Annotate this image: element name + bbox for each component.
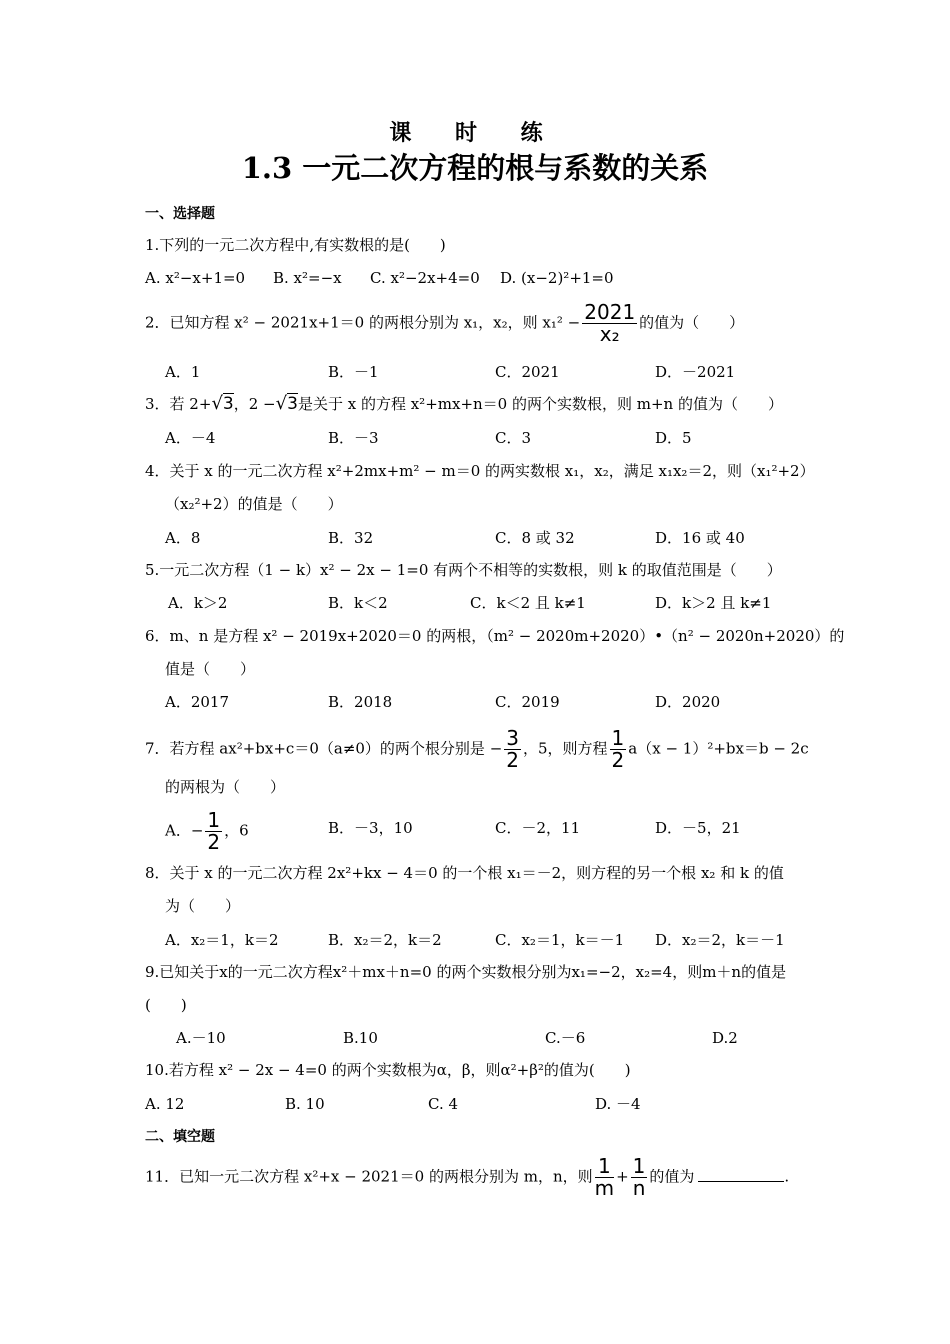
question-7-fraction-2-num: 1: [611, 726, 625, 750]
section-heading-fill: 二、填空题: [145, 1129, 215, 1145]
question-10-option-d: D. －4: [595, 1095, 641, 1113]
question-4-option-c: C．8 或 32: [495, 529, 575, 547]
question-4-option-a: A．8: [165, 529, 201, 547]
question-8-option-c: C．x₂＝1，k＝－1: [495, 931, 625, 949]
question-3-radicand-1: 3: [222, 394, 234, 414]
question-2-option-a: A．1: [165, 363, 201, 381]
question-4-line-2: （x₂²+2）的值是（ ）: [165, 495, 343, 513]
doc-title-small: 课 时 练: [389, 120, 561, 146]
question-3-post: 是关于 x 的方程 x²+mx+n＝0 的两个实数根，则 m+n 的值为（ ）: [297, 395, 783, 413]
question-2-option-b: B．－1: [328, 363, 379, 381]
question-7-mid: ，5，则方程: [523, 739, 608, 758]
question-3-option-a: A．－4: [165, 429, 216, 447]
question-1-stem: 1.下列的一元二次方程中,有实数根的是( ): [145, 236, 446, 254]
question-5-option-a: A．k＞2: [168, 594, 228, 612]
sqrt-icon: √: [211, 393, 223, 414]
question-11-fraction-1-num: 1: [595, 1156, 614, 1178]
question-9-option-d: D.2: [712, 1029, 738, 1047]
question-5-option-b: B．k＜2: [328, 594, 388, 612]
doc-title-main: 1.3 一元二次方程的根与系数的关系: [241, 151, 709, 185]
question-7-option-a-pre: A．−: [165, 821, 204, 840]
question-7-fraction-1: [504, 728, 521, 771]
question-6-line-1: 6．m、n 是方程 x² − 2019x+2020＝0 的两根，（m² − 2020m+2020）•（n² − 2020n+2020）的: [145, 627, 845, 645]
question-11-fraction-2-den: n: [632, 1176, 646, 1200]
question-4-line-1: 4．关于 x 的一元二次方程 x²+2mx+m² − m＝0 的两实数根 x₁，x₂，满足 x₁x₂＝2，则（x₁²+2）: [145, 462, 815, 480]
question-7-fraction-1-den: 2: [506, 748, 519, 772]
question-7-option-c: C．－2，11: [495, 819, 581, 837]
question-2-fraction: [582, 302, 637, 345]
question-4-option-d: D．16 或 40: [655, 529, 745, 547]
question-5-option-d: D．k＞2 且 k≠1: [655, 594, 772, 612]
question-1-option-a: A. x²−x+1=0: [145, 269, 246, 287]
question-3-mid: ，2 −: [233, 395, 276, 413]
question-6-line-2: 值是（ ）: [165, 660, 256, 678]
question-11-plus: +: [616, 1167, 629, 1186]
question-7-option-a: [165, 810, 249, 853]
question-10-option-a: A. 12: [145, 1095, 185, 1113]
question-7-fraction-2: [610, 728, 627, 771]
question-5-stem: 5.一元二次方程（1 − k）x² − 2x − 1=0 有两个不相等的实数根，则 k 的取值范围是（ ）: [145, 561, 782, 579]
question-7-option-b: B．－3，10: [328, 819, 413, 837]
question-9-option-b: B.10: [343, 1029, 378, 1047]
question-1-option-b: B. x²=−x: [273, 269, 342, 287]
question-7-option-d: D．－5，21: [655, 819, 741, 837]
question-11-fraction-1: [595, 1156, 614, 1199]
question-7-pre: 7．若方程 ax²+bx+c＝0（a≠0）的两个根分别是 −: [145, 739, 503, 758]
question-8-option-d: D．x₂＝2，k＝－1: [655, 931, 785, 949]
question-7-fraction-2-den: 2: [611, 748, 625, 772]
question-7-post: a（x − 1）²+bx＝b − 2c: [628, 739, 809, 758]
question-2-option-d: D．－2021: [655, 363, 736, 381]
question-9-line-1: 9.已知关于x的一元二次方程x²＋mx＋n=0 的两个实数根分别为x₁=−2，x₂=4，则m＋n的值是: [145, 963, 787, 981]
question-2-stem: [145, 302, 744, 345]
question-7-option-a-fraction: [205, 810, 222, 853]
question-7-fraction-1-num: 3: [506, 726, 519, 750]
question-9-option-a: A.－10: [176, 1029, 226, 1047]
sqrt-icon: √: [275, 393, 288, 414]
question-11-post: 的值为: [649, 1167, 695, 1186]
question-3-radicand-2: 3: [287, 394, 298, 414]
question-9-line-2: ( ): [145, 996, 187, 1014]
question-11-stem: [145, 1156, 789, 1199]
question-2-fraction-den: x₂: [599, 322, 620, 346]
question-11-fraction-1-den: m: [594, 1176, 615, 1200]
question-6-option-d: D．2020: [655, 693, 721, 711]
question-3-pre: 3．若 2+: [145, 395, 212, 413]
question-7-option-a-post: ，6: [224, 821, 249, 840]
question-2-option-c: C．2021: [495, 363, 560, 381]
question-3-option-d: D．5: [655, 429, 692, 447]
section-heading-choice: 一、选择题: [145, 206, 215, 222]
question-9-option-c: C.－6: [545, 1029, 586, 1047]
question-6-option-b: B．2018: [328, 693, 393, 711]
question-8-option-b: B．x₂＝2，k＝2: [328, 931, 442, 949]
question-11-pre: 11．已知一元二次方程 x²+x − 2021＝0 的两根分别为 m，n，则: [145, 1167, 593, 1186]
question-3-option-b: B．－3: [328, 429, 379, 447]
question-3-option-c: C．3: [495, 429, 532, 447]
question-8-line-2: 为（ ）: [165, 897, 241, 915]
question-2-stem-pre: 2．已知方程 x² − 2021x+1＝0 的两根分别为 x₁，x₂，则 x₁² −: [145, 313, 581, 332]
question-11-end: .: [784, 1167, 790, 1186]
question-11-fraction-2: [631, 1156, 648, 1199]
question-8-line-1: 8．关于 x 的一元二次方程 2x²+kx − 4＝0 的一个根 x₁＝－2，则方程的另一个根 x₂ 和 k 的值: [145, 864, 784, 882]
question-7-stem: [145, 728, 809, 771]
answer-blank[interactable]: [698, 1167, 784, 1182]
question-1-option-d: D. (x−2)²+1=0: [500, 269, 614, 287]
question-8-option-a: A．x₂＝1，k＝2: [165, 931, 279, 949]
question-10-option-b: B. 10: [285, 1095, 325, 1113]
question-7-line-2: 的两根为（ ）: [165, 778, 286, 796]
question-11-fraction-2-num: 1: [632, 1154, 646, 1178]
question-6-option-a: A．2017: [165, 693, 230, 711]
question-10-option-c: C. 4: [428, 1095, 459, 1113]
question-7-option-a-den: 2: [207, 830, 221, 854]
question-7-option-a-num: 1: [207, 808, 221, 832]
question-10-stem: 10.若方程 x² − 2x − 4=0 的两个实数根为α，β，则α²+β²的值为( ): [145, 1061, 631, 1079]
question-3-stem: [145, 394, 783, 414]
question-4-option-b: B．32: [328, 529, 374, 547]
question-2-fraction-num: 2021: [584, 300, 636, 324]
question-6-option-c: C．2019: [495, 693, 560, 711]
question-1-option-c: C. x²−2x+4=0: [370, 269, 480, 287]
question-2-stem-post: 的值为（ ）: [639, 313, 745, 332]
question-5-option-c: C．k＜2 且 k≠1: [470, 594, 586, 612]
